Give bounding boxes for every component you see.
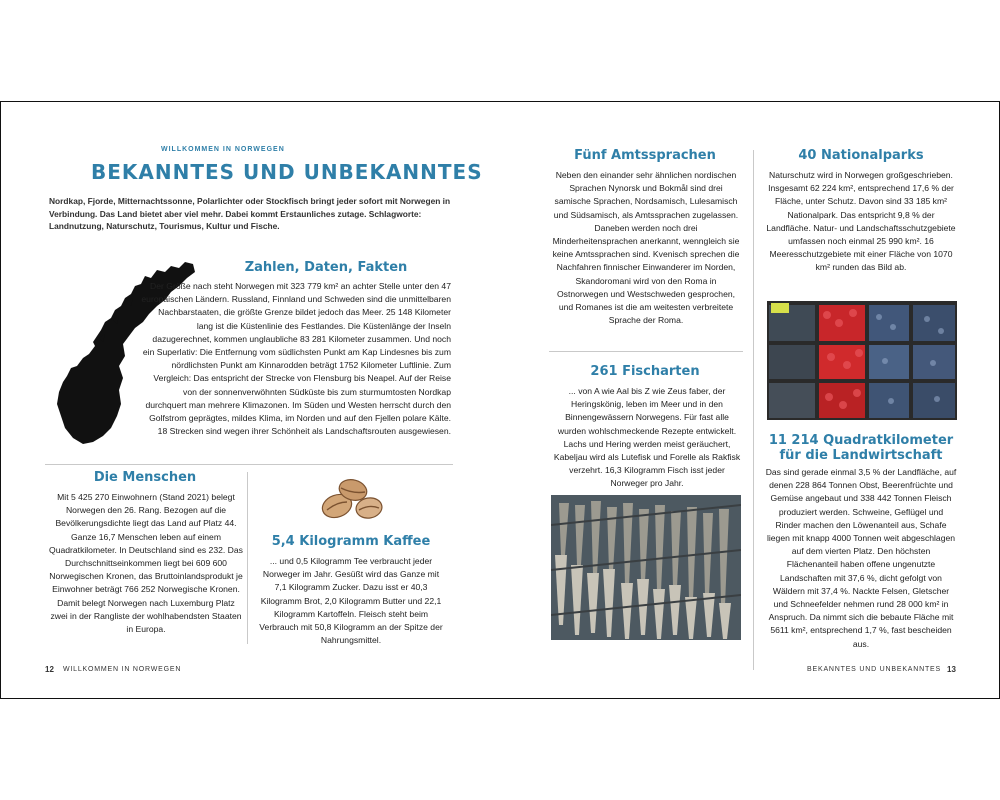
- coffee-beans-icon: [319, 472, 385, 524]
- divider: [45, 464, 453, 465]
- languages-text: Neben den einander sehr ähnlichen nordischen Sprachen Nynorsk und Bokmål sind drei samische Sprachen, Nordsamisch, Lulesamisch und Südsamisch, als Amtssprachen zugelassen. Daneben werden noch drei Minderheitensprachen anerkannt, wenngleich sie keine Amtssprachen sind. Kvenisch sprechen die Nachfahren finnischer Einwanderer im Norden, Skandoromani wird von den Roma in Ostnorwegen und Westschweden gesprochen, und Romanes ist die am weitesten verbreitete Sprache der Roma.: [552, 170, 740, 326]
- coffee-heading: 5,4 Kilogramm Kaffee: [271, 534, 431, 549]
- section-kicker: WILLKOMMEN IN NORWEGEN: [161, 146, 285, 153]
- column-divider: [753, 150, 754, 670]
- people-text: Mit 5 425 270 Einwohnern (Stand 2021) belegt Norwegen den 26. Rang. Bezogen auf die Bevölkerungsdichte liegt das Land auf Platz 44. Ganze 16,7 Menschen leben auf einem Quadratkilometer. In Deutschland sind es 232. Das Durchschnittseinkommen liegt bei 609 600 Norwegischen Kronen, das Bruttoinlandsprodukt je Einwohner beträgt 766 252 Norwegische Kronen. Damit belegt Norwegen nach Luxemburg Platz zwei in der Rangliste der wohlhabendsten Staaten in Europa.: [49, 492, 243, 635]
- page-number-left: 12: [45, 665, 54, 674]
- footer-label-left: WILLKOMMEN IN NORWEGEN: [63, 666, 182, 673]
- agriculture-text: Das sind gerade einmal 3,5 % der Landfläche, auf denen 228 864 Tonnen Obst, Beerenfrüchte und Gemüse angebaut und 338 442 Tonnen Fleisch produziert werden. Schweine, Geflügel und Rinder machen den Löwenanteil aus, Schafe liegen mit knapp 4000 Tonnen weit abgeschlagen auf dem vierten Platz. Den höchsten Flächenanteil haben offene ungenutzte Landschaften mit 37,6 %, dicht gefolgt von Wäldern mit 37,4 %. Nackte Felsen, Gletscher und Schneefelder nehmen rund 28 000 km² in Anspruch. Da nimmt sich die bebaute Fläche mit 5611 km², entsprechend 1,7 %, fast bescheiden aus.: [765, 467, 957, 649]
- facts-text: Der Größe nach steht Norwegen mit 323 779 km² an achter Stelle unter den 47 europäischen Ländern. Russland, Finnland und Schweden sind die unmittelbaren Nachbarstaaten, die größte Grenze bildet jedoch das Meer. 25 148 Kilometer lang ist die Küstenlinie des Festlandes. Die Küstenlänge der Inseln dazugerechnet, kommen unglaubliche 83 281 Kilometer zusammen. Und noch ein Superlativ: Die Entfernung vom südlichsten Punkt am Kap Lindesnes bis zum nördlichsten Punkt am Kinnarodden beträgt 1752 Kilometer Luftlinie. Zum Vergleich: Das entspricht der Strecke von Flensburg bis Neapel. Auf der Reise von der sonnenverwöhnten Südküste bis zum sturmumtosten Nordkap durchquert man mehrere Klimazonen. Im Süden und Westen herrscht durch den Golfstrom geprägtes, mildes Klima, im Norden und auf den Fjellen polare Kälte. 18 Strecken sind wegen ihrer Schönheit als Landschaftsrouten ausgewiesen.: [141, 281, 451, 437]
- people-heading: Die Menschen: [93, 470, 197, 485]
- parks-text: Naturschutz wird in Norwegen großgeschrieben. Insgesamt 62 224 km², entsprechend 17,6 % der Fläche, unter Schutz. Davon sind 33 185 km² Nationalpark. Das entspricht 9,8 % der Landfläche. Natur- und Landschaftsschutzgebiete umfassen noch einmal 25 990 km². 16 Meeresschutzgebiete mit einer Fläche von 1070 km² runden das Bild ab.: [766, 170, 956, 273]
- berries-photo: [767, 301, 957, 420]
- agriculture-heading-line2: für die Landwirtschaft: [779, 448, 943, 463]
- fish-text: ... von A wie Aal bis Z wie Zeus faber, der Heringskönig, leben im Meer und in den Binnengewässern Norwegens. Für fast alle wurden wohlschmeckende Rezepte entwickelt. Lachs und Hering werden meist geräuchert, Kabeljau wird als Lutefisk und Forelle als Rakfisk verzehrt. 16,3 Kilogramm Fisch isst jeder Norweger pro Jahr.: [553, 386, 741, 489]
- intro-text: Nordkap, Fjorde, Mitternachtssonne, Polarlichter oder Stockfisch bringt jeder sofort mit Norwegen in Verbindung. Das Land bietet aber viel mehr. Dabei kommt Erstaunliches zutage. Schlagworte: Landnutzung, Naturschutz, Tourismus, Kultur und Fische.: [49, 196, 451, 232]
- footer-label-right: BEKANNTES UND UNBEKANNTES: [807, 666, 941, 673]
- column-divider: [247, 472, 248, 644]
- page-title: BEKANNTES UND UNBEKANNTES: [91, 160, 483, 184]
- languages-heading: Fünf Amtssprachen: [574, 148, 716, 163]
- stockfish-photo: [551, 495, 741, 640]
- agriculture-heading-line1: 11 214 Quadratkilometer: [768, 433, 954, 448]
- divider: [549, 351, 743, 352]
- book-spread: [0, 101, 1000, 699]
- fish-heading: 261 Fischarten: [590, 364, 700, 379]
- page-number-right: 13: [947, 665, 956, 674]
- parks-heading: 40 Nationalparks: [798, 148, 924, 163]
- facts-heading: Zahlen, Daten, Fakten: [244, 260, 408, 275]
- coffee-text: ... und 0,5 Kilogramm Tee verbraucht jeder Norweger im Jahr. Gesüßt wird das Ganze mit 7,1 Kilogramm Zucker. Dazu isst er 40,3 Kilogramm Brot, 2,0 Kilogramm Butter und 22,1 Kilogramm Kartoffeln. Fleisch steht beim Verbrauch mit 50,8 Kilogramm an der Spitze der Nahrungsmittel.: [259, 556, 443, 646]
